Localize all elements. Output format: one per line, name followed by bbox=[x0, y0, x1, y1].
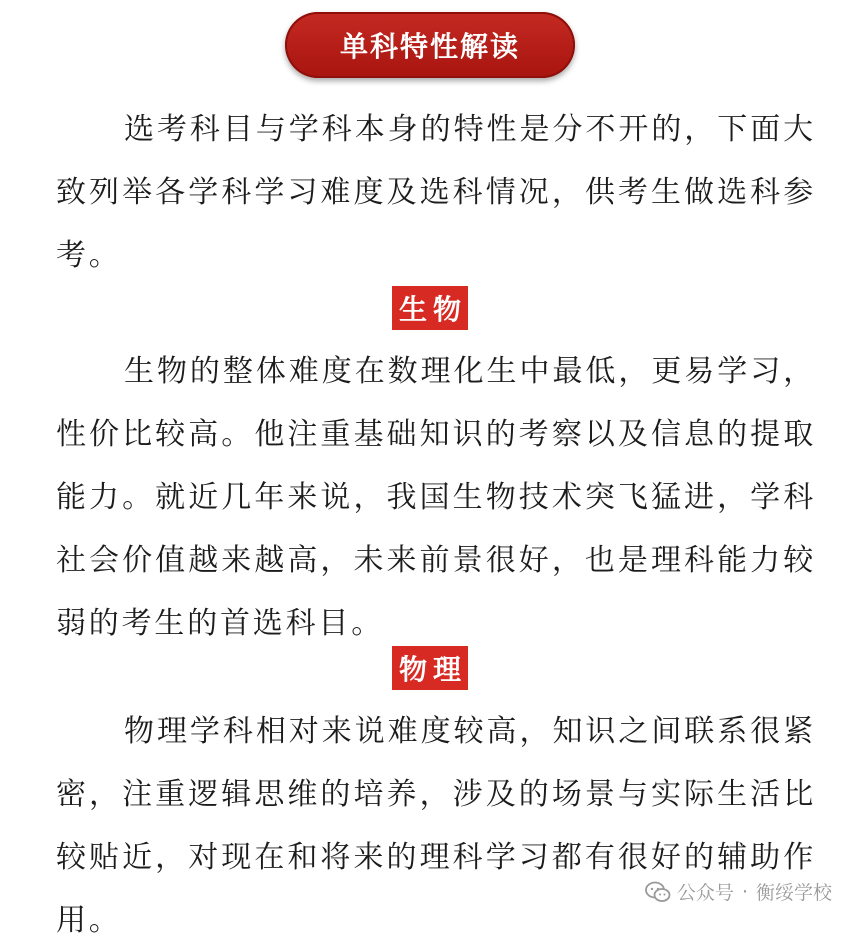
physics-paragraph: 物理学科相对来说难度较高，知识之间联系很紧密，注重逻辑思维的培养，涉及的场景与实际生活比较贴近，对现在和将来的理科学习都有很好的辅助作用。 bbox=[56, 714, 816, 938]
watermark-account: 衡绥学校 bbox=[755, 882, 832, 904]
watermark-separator: · bbox=[741, 880, 748, 903]
watermark-prefix: 公众号 bbox=[676, 882, 734, 904]
heading-biology bbox=[392, 286, 468, 330]
heading-physics bbox=[392, 646, 468, 690]
heading-physics-label: 物理 bbox=[398, 653, 467, 686]
intro-paragraph: 选考科目与学科本身的特性是分不开的，下面大致列举各学科学习难度及选科情况，供考生做选科参考。 bbox=[56, 112, 816, 273]
biology-paragraph: 生物的整体难度在数理化生中最低，更易学习，性价比较高。他注重基础知识的考察以及信息的提取能力。就近几年来说，我国生物技术突飞猛进，学科社会价值越来越高，未来前景很好，也是理科能力较弱的考生的首选科目。 bbox=[56, 354, 816, 641]
banner-title: 单科特性解读 bbox=[339, 30, 520, 63]
wechat-icon bbox=[645, 881, 671, 903]
watermark bbox=[645, 878, 832, 905]
section-banner bbox=[285, 12, 575, 78]
heading-biology-label: 生物 bbox=[398, 293, 467, 326]
